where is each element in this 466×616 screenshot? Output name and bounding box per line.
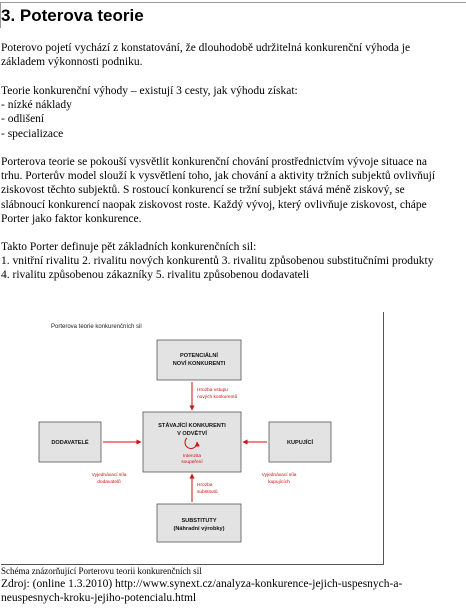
label-center-line: soupeření: [181, 460, 203, 465]
source-line: neuspesnych-kroku-jejiho-potencialu.html: [1, 592, 197, 604]
box-center-line: V ODVĚTVÍ: [177, 431, 207, 437]
label-center-line: Intenzita: [182, 454, 202, 459]
box-existing-competitors: [143, 412, 241, 472]
box-top-line: NOVÍ KONKURENTI: [172, 361, 226, 367]
section-heading: 3. Poterova teorie: [1, 6, 144, 25]
paragraph-2: [1, 84, 463, 141]
paragraph-1: [1, 41, 463, 69]
porter-forces-diagram: [1, 312, 384, 565]
box-top-line: POTENCIÁLNÍ: [180, 353, 218, 359]
list-item: - nízké náklady: [1, 99, 72, 112]
box-left-label: DODAVATELÉ: [51, 440, 89, 446]
box-bottom-line: SUBSTITUTY: [181, 518, 217, 524]
label-right-line: Vyjednávací síla: [261, 473, 297, 478]
paragraph-3: [1, 155, 463, 226]
source-citation: [1, 577, 464, 605]
label-top-line: Hrozba vstupu: [197, 388, 228, 393]
label-top-line: nových konkurentů: [197, 395, 238, 400]
paragraph-1-line: základem výkonnosti podniku.: [1, 56, 143, 69]
source-line: Zdroj: (online 1.3.2010) http://www.synext.cz/analyza-konkurence-jejich-uspesnych-a-: [1, 578, 403, 590]
paragraph-2-intro: Teorie konkurenční výhody – existují 3 cesty, jak výhodu získat:: [1, 85, 298, 97]
paragraph-4-line: Takto Porter definuje pět základních konkurenčních sil:: [1, 241, 257, 253]
box-center-line: STÁVAJÍCÍ KONKURENTI: [158, 423, 226, 429]
paragraph-4: [1, 240, 463, 283]
paragraph-3-line: Porterova teorie se pokouší vysvětlit konkurenční chování prostřednictvím vývoje situace na: [1, 156, 428, 168]
box-potential-entrants: [157, 340, 241, 380]
top-rule: [0, 2, 466, 3]
list-item: - specializace: [1, 127, 64, 140]
box-bottom-line: (Náhradní výrobky): [173, 526, 225, 532]
box-suppliers: [39, 422, 101, 462]
label-right-line: kupujících: [268, 480, 290, 485]
label-left-line: dodavatelů: [97, 480, 121, 485]
box-substitutes: [157, 504, 241, 542]
porter-forces-figure: [1, 312, 384, 565]
paragraph-4-line: 4. rivalitu způsobenou zákazníky 5. rivalitu způsobenou dodavateli: [1, 269, 310, 282]
paragraph-3-line: trhu. Porterův model slouží k vysvětlení toho, jak chování a aktivity tržních subjektů ovlivňují: [1, 170, 436, 183]
box-right-label: KUPUJÍCÍ: [286, 440, 314, 446]
paragraph-1-line: Poterovo pojetí vychází z konstatování, že dlouhodobě udržitelná konkurenční výhoda je: [1, 42, 411, 54]
paragraph-4-line: 1. vnitřní rivalitu 2. rivalitu nových konkurentů 3. rivalitu způsobenou substitučními produkty: [1, 255, 434, 268]
list-item: - odlišení: [1, 113, 45, 126]
paragraph-3-line: slábnoucí konkurencí naopak ziskovost roste. Každý vývoj, který ovlivňuje ziskovost, chápe: [1, 198, 427, 211]
label-bottom-line: Hrozba: [197, 483, 213, 488]
figure-title: Porterova teorie konkurenčních sil: [51, 324, 142, 330]
label-left-line: Vyjednávací síla: [91, 473, 127, 478]
figure-caption: Schéma znázorňující Porterovu teorii konkurenčních sil: [1, 566, 202, 576]
paragraph-3-line: ziskovost těchto subjektů. S rostoucí konkurencí se tržní subjekt stává méně ziskový, se: [1, 184, 405, 197]
paragraph-3-line: Porter jako faktor konkurence.: [1, 212, 142, 225]
label-bottom-line: substitutů: [197, 490, 218, 495]
box-buyers: [269, 422, 331, 462]
